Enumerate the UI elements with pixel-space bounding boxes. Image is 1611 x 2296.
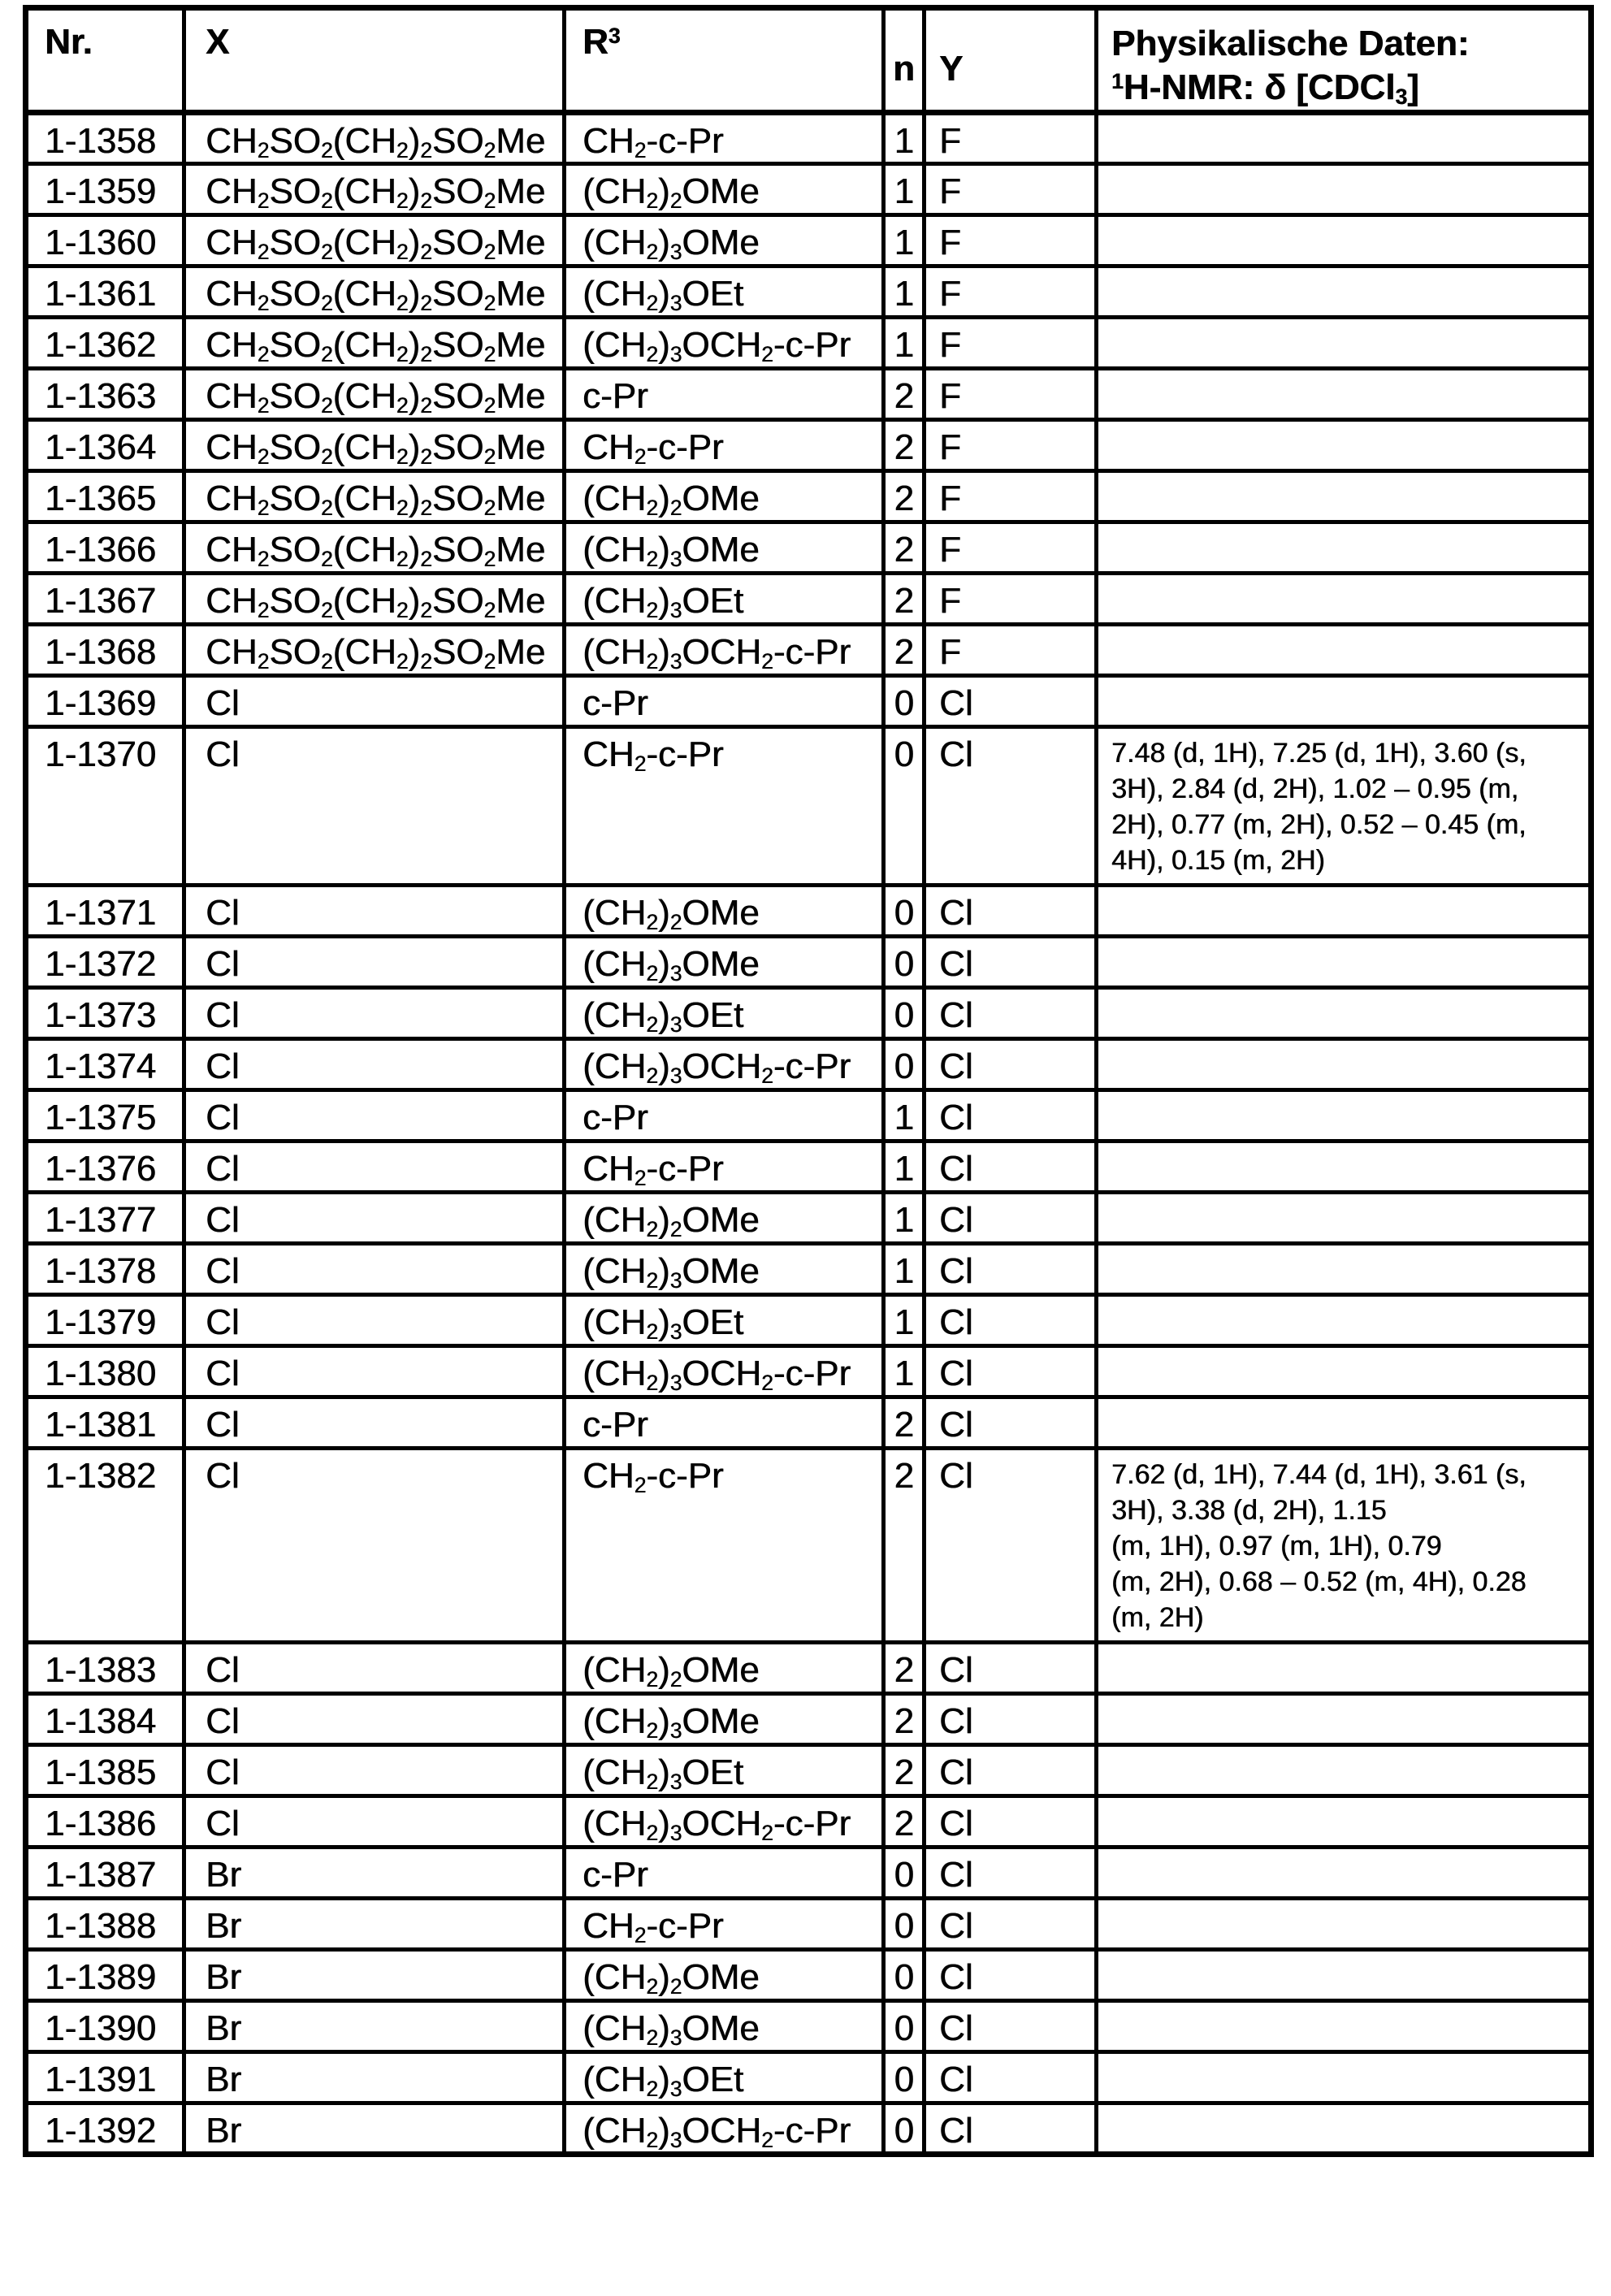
cell-phys xyxy=(1097,2103,1592,2155)
cell-phys xyxy=(1097,215,1592,266)
cell-phys xyxy=(1097,1643,1592,1694)
cell-phys xyxy=(1097,574,1592,625)
table-row xyxy=(26,318,1592,369)
cell-phys xyxy=(1097,113,1592,164)
table-row xyxy=(26,471,1592,522)
cell-phys xyxy=(1097,1745,1592,1796)
cell-phys xyxy=(1097,988,1592,1039)
cell-n: 0 xyxy=(884,2052,925,2103)
cell-x: $CH_2SO_2(CH_2)_2SO_2Me$ xyxy=(184,369,565,420)
cell-nr: 1-1379 xyxy=(26,1295,184,1346)
cell-r3: $(CH_2)_3OMe$ xyxy=(565,1244,884,1295)
table-row xyxy=(26,2001,1592,2052)
cell-phys xyxy=(1097,625,1592,676)
cell-phys xyxy=(1097,1039,1592,1090)
cell-y: Cl xyxy=(925,988,1097,1039)
cell-nr: 1-1392 xyxy=(26,2103,184,2155)
table-row xyxy=(26,988,1592,1039)
cell-y: Cl xyxy=(925,1346,1097,1397)
cell-y: F xyxy=(925,625,1097,676)
cell-phys xyxy=(1097,369,1592,420)
cell-y: Cl xyxy=(925,1899,1097,1950)
table-row xyxy=(26,522,1592,574)
cell-n: 1 xyxy=(884,1346,925,1397)
cell-phys xyxy=(1097,266,1592,318)
cell-phys xyxy=(1097,676,1592,727)
cell-n: 1 xyxy=(884,1244,925,1295)
col-header-y: Y xyxy=(925,8,1097,113)
cell-y: F xyxy=(925,522,1097,574)
cell-phys xyxy=(1097,2001,1592,2052)
cell-r3: $(CH_2)_3OEt$ xyxy=(565,1745,884,1796)
cell-nr: 1-1359 xyxy=(26,164,184,215)
cell-nr: 1-1360 xyxy=(26,215,184,266)
cell-x: $CH_2SO_2(CH_2)_2SO_2Me$ xyxy=(184,574,565,625)
table-row xyxy=(26,1346,1592,1397)
cell-y: Cl xyxy=(925,727,1097,886)
cell-y: Cl xyxy=(925,2052,1097,2103)
cell-nr: 1-1362 xyxy=(26,318,184,369)
cell-phys xyxy=(1097,1193,1592,1244)
cell-nr: 1-1364 xyxy=(26,420,184,471)
cell-x: $CH_2SO_2(CH_2)_2SO_2Me$ xyxy=(184,266,565,318)
cell-n: 0 xyxy=(884,1848,925,1899)
cell-nr: 1-1386 xyxy=(26,1796,184,1848)
cell-r3: c-Pr xyxy=(565,676,884,727)
cell-nr: 1-1391 xyxy=(26,2052,184,2103)
table-row xyxy=(26,727,1592,886)
cell-phys xyxy=(1097,522,1592,574)
cell-n: 1 xyxy=(884,1090,925,1142)
cell-r3: $(CH_2)_3OMe$ xyxy=(565,937,884,988)
cell-x: Br xyxy=(184,1950,565,2001)
cell-r3: c-Pr xyxy=(565,369,884,420)
cell-r3: c-Pr xyxy=(565,1090,884,1142)
cell-phys xyxy=(1097,1346,1592,1397)
cell-x: Br xyxy=(184,2052,565,2103)
table-row xyxy=(26,574,1592,625)
table-row xyxy=(26,1899,1592,1950)
cell-phys xyxy=(1097,1899,1592,1950)
cell-n: 2 xyxy=(884,1694,925,1745)
cell-y: F xyxy=(925,164,1097,215)
table-row xyxy=(26,1643,1592,1694)
cell-n: 1 xyxy=(884,113,925,164)
cell-x: Br xyxy=(184,2001,565,2052)
table-row xyxy=(26,1397,1592,1449)
cell-x: $CH_2SO_2(CH_2)_2SO_2Me$ xyxy=(184,318,565,369)
cell-x: $CH_2SO_2(CH_2)_2SO_2Me$ xyxy=(184,625,565,676)
cell-r3: $CH_2-c-Pr$ xyxy=(565,420,884,471)
cell-y: Cl xyxy=(925,1397,1097,1449)
table-row xyxy=(26,1090,1592,1142)
table-row xyxy=(26,1295,1592,1346)
cell-r3: $(CH_2)_3OEt$ xyxy=(565,988,884,1039)
phys-header-line1: Physikalische Daten: xyxy=(1111,24,1470,63)
cell-n: 0 xyxy=(884,2103,925,2155)
cell-y: F xyxy=(925,471,1097,522)
cell-n: 0 xyxy=(884,1899,925,1950)
cell-phys xyxy=(1097,1950,1592,2001)
cell-x: Cl xyxy=(184,1745,565,1796)
cell-n: 2 xyxy=(884,1643,925,1694)
cell-x: Cl xyxy=(184,988,565,1039)
cell-x: Cl xyxy=(184,1449,565,1643)
cell-r3: $(CH_2)_3OCH_2-c-Pr$ xyxy=(565,318,884,369)
table-row xyxy=(26,2103,1592,2155)
cell-r3: $(CH_2)_3OEt$ xyxy=(565,574,884,625)
cell-n: 1 xyxy=(884,215,925,266)
cell-r3: $(CH_2)_2OMe$ xyxy=(565,886,884,937)
table-body xyxy=(26,113,1592,2155)
cell-r3: $(CH_2)_3OCH_2-c-Pr$ xyxy=(565,2103,884,2155)
cell-phys xyxy=(1097,1244,1592,1295)
cell-r3: $(CH_2)_2OMe$ xyxy=(565,164,884,215)
table-row xyxy=(26,1244,1592,1295)
cell-n: 2 xyxy=(884,1397,925,1449)
cell-y: Cl xyxy=(925,1142,1097,1193)
table-row xyxy=(26,937,1592,988)
cell-n: 0 xyxy=(884,727,925,886)
cell-x: Cl xyxy=(184,1796,565,1848)
cell-x: Cl xyxy=(184,676,565,727)
cell-nr: 1-1374 xyxy=(26,1039,184,1090)
cell-phys xyxy=(1097,1796,1592,1848)
cell-n: 0 xyxy=(884,1039,925,1090)
cell-x: Cl xyxy=(184,1346,565,1397)
cell-x: Cl xyxy=(184,1244,565,1295)
cell-nr: 1-1381 xyxy=(26,1397,184,1449)
cell-x: $CH_2SO_2(CH_2)_2SO_2Me$ xyxy=(184,471,565,522)
table-row xyxy=(26,1848,1592,1899)
cell-phys xyxy=(1097,2052,1592,2103)
col-header-n: n xyxy=(884,8,925,113)
cell-r3: $(CH_2)_3OCH_2-c-Pr$ xyxy=(565,625,884,676)
cell-y: Cl xyxy=(925,1848,1097,1899)
cell-r3: c-Pr xyxy=(565,1848,884,1899)
cell-x: Cl xyxy=(184,1090,565,1142)
table-row xyxy=(26,1193,1592,1244)
cell-y: Cl xyxy=(925,1039,1097,1090)
cell-n: 0 xyxy=(884,886,925,937)
cell-phys xyxy=(1097,1090,1592,1142)
cell-r3: $(CH_2)_2OMe$ xyxy=(565,471,884,522)
cell-nr: 1-1371 xyxy=(26,886,184,937)
cell-n: 1 xyxy=(884,318,925,369)
table-row xyxy=(26,1796,1592,1848)
cell-r3: $(CH_2)_3OCH_2-c-Pr$ xyxy=(565,1796,884,1848)
cell-x: Br xyxy=(184,1899,565,1950)
cell-phys xyxy=(1097,1397,1592,1449)
cell-x: Cl xyxy=(184,1397,565,1449)
cell-r3: $CH_2-c-Pr$ xyxy=(565,1449,884,1643)
cell-n: 2 xyxy=(884,574,925,625)
cell-nr: 1-1373 xyxy=(26,988,184,1039)
table-row xyxy=(26,2052,1592,2103)
cell-nr: 1-1370 xyxy=(26,727,184,886)
table-row xyxy=(26,676,1592,727)
cell-y: F xyxy=(925,318,1097,369)
cell-x: Cl xyxy=(184,1193,565,1244)
cell-r3: $(CH_2)_3OCH_2-c-Pr$ xyxy=(565,1039,884,1090)
table-row xyxy=(26,215,1592,266)
cell-phys xyxy=(1097,420,1592,471)
cell-y: F xyxy=(925,266,1097,318)
cell-n: 2 xyxy=(884,1745,925,1796)
cell-phys xyxy=(1097,318,1592,369)
cell-n: 0 xyxy=(884,1950,925,2001)
compound-table xyxy=(23,5,1594,2157)
table-row xyxy=(26,886,1592,937)
cell-r3: $(CH_2)_3OMe$ xyxy=(565,1694,884,1745)
cell-r3: $(CH_2)_3OMe$ xyxy=(565,2001,884,2052)
cell-nr: 1-1363 xyxy=(26,369,184,420)
cell-y: Cl xyxy=(925,1193,1097,1244)
cell-n: 1 xyxy=(884,266,925,318)
cell-nr: 1-1382 xyxy=(26,1449,184,1643)
cell-nr: 1-1375 xyxy=(26,1090,184,1142)
cell-r3: c-Pr xyxy=(565,1397,884,1449)
cell-n: 2 xyxy=(884,1796,925,1848)
cell-x: Br xyxy=(184,2103,565,2155)
cell-nr: 1-1387 xyxy=(26,1848,184,1899)
cell-x: Cl xyxy=(184,1694,565,1745)
cell-x: Cl xyxy=(184,1142,565,1193)
cell-phys xyxy=(1097,1142,1592,1193)
cell-nr: 1-1390 xyxy=(26,2001,184,2052)
cell-n: 1 xyxy=(884,1295,925,1346)
cell-x: Cl xyxy=(184,886,565,937)
table-row xyxy=(26,266,1592,318)
cell-y: Cl xyxy=(925,2103,1097,2155)
cell-nr: 1-1368 xyxy=(26,625,184,676)
table-row xyxy=(26,1039,1592,1090)
table-row xyxy=(26,1950,1592,2001)
cell-y: F xyxy=(925,574,1097,625)
cell-n: 1 xyxy=(884,1142,925,1193)
cell-r3: $CH_2-c-Pr$ xyxy=(565,1142,884,1193)
cell-phys xyxy=(1097,886,1592,937)
cell-n: 0 xyxy=(884,676,925,727)
cell-n: 0 xyxy=(884,937,925,988)
cell-phys xyxy=(1097,471,1592,522)
cell-nr: 1-1378 xyxy=(26,1244,184,1295)
cell-x: Cl xyxy=(184,1039,565,1090)
cell-y: Cl xyxy=(925,1694,1097,1745)
cell-nr: 1-1372 xyxy=(26,937,184,988)
cell-y: Cl xyxy=(925,1950,1097,2001)
cell-y: F xyxy=(925,369,1097,420)
table-row xyxy=(26,420,1592,471)
cell-x: Cl xyxy=(184,937,565,988)
cell-nr: 1-1376 xyxy=(26,1142,184,1193)
cell-nr: 1-1366 xyxy=(26,522,184,574)
cell-n: 0 xyxy=(884,2001,925,2052)
cell-nr: 1-1369 xyxy=(26,676,184,727)
cell-r3: $(CH_2)_2OMe$ xyxy=(565,1193,884,1244)
cell-y: F xyxy=(925,215,1097,266)
cell-y: Cl xyxy=(925,1745,1097,1796)
cell-x: $CH_2SO_2(CH_2)_2SO_2Me$ xyxy=(184,164,565,215)
cell-y: F xyxy=(925,420,1097,471)
cell-r3: $(CH_2)_3OEt$ xyxy=(565,1295,884,1346)
col-header-nr: Nr. xyxy=(26,8,184,113)
cell-phys xyxy=(1097,937,1592,988)
cell-r3: $(CH_2)_2OMe$ xyxy=(565,1643,884,1694)
header-row xyxy=(26,8,1592,113)
cell-phys xyxy=(1097,1694,1592,1745)
cell-x: $CH_2SO_2(CH_2)_2SO_2Me$ xyxy=(184,522,565,574)
table-row xyxy=(26,1745,1592,1796)
cell-phys xyxy=(1097,1848,1592,1899)
cell-r3: $(CH_2)_3OCH_2-c-Pr$ xyxy=(565,1346,884,1397)
cell-y: Cl xyxy=(925,1643,1097,1694)
cell-y: Cl xyxy=(925,937,1097,988)
cell-r3: $CH_2-c-Pr$ xyxy=(565,113,884,164)
cell-y: Cl xyxy=(925,1090,1097,1142)
cell-x: $CH_2SO_2(CH_2)_2SO_2Me$ xyxy=(184,113,565,164)
cell-nr: 1-1385 xyxy=(26,1745,184,1796)
cell-y: Cl xyxy=(925,2001,1097,2052)
col-header-x: X xyxy=(184,8,565,113)
cell-n: 2 xyxy=(884,420,925,471)
cell-phys: 7.48 (d, 1H), 7.25 (d, 1H), 3.60 (s, 3H), 2.84 (d, 2H), 1.02 – 0.95 (m, 2H), 0.77 (m, 2H), 0.52 – 0.45 (m, 4H), 0.15 (m, 2H) xyxy=(1097,727,1592,886)
table-row xyxy=(26,369,1592,420)
cell-nr: 1-1365 xyxy=(26,471,184,522)
table-header xyxy=(26,8,1592,113)
cell-nr: 1-1384 xyxy=(26,1694,184,1745)
cell-n: 1 xyxy=(884,1193,925,1244)
cell-n: 2 xyxy=(884,625,925,676)
cell-nr: 1-1383 xyxy=(26,1643,184,1694)
cell-nr: 1-1367 xyxy=(26,574,184,625)
cell-x: Br xyxy=(184,1848,565,1899)
cell-phys xyxy=(1097,164,1592,215)
cell-r3: $(CH_2)_3OEt$ xyxy=(565,266,884,318)
cell-nr: 1-1389 xyxy=(26,1950,184,2001)
cell-y: Cl xyxy=(925,886,1097,937)
table-row xyxy=(26,1694,1592,1745)
table-row xyxy=(26,625,1592,676)
cell-y: Cl xyxy=(925,1295,1097,1346)
table-row xyxy=(26,164,1592,215)
cell-n: 2 xyxy=(884,369,925,420)
cell-n: 0 xyxy=(884,988,925,1039)
cell-x: $CH_2SO_2(CH_2)_2SO_2Me$ xyxy=(184,215,565,266)
cell-n: 1 xyxy=(884,164,925,215)
cell-n: 2 xyxy=(884,471,925,522)
cell-nr: 1-1358 xyxy=(26,113,184,164)
cell-x: $CH_2SO_2(CH_2)_2SO_2Me$ xyxy=(184,420,565,471)
cell-r3: $CH_2-c-Pr$ xyxy=(565,1899,884,1950)
cell-n: 2 xyxy=(884,1449,925,1643)
cell-phys: 7.62 (d, 1H), 7.44 (d, 1H), 3.61 (s, 3H), 3.38 (d, 2H), 1.15 (m, 1H), 0.97 (m, 1H), 0.79 (m, 2H), 0.68 – 0.52 (m, 4H), 0.28 (m, 2H) xyxy=(1097,1449,1592,1643)
cell-r3: $(CH_2)_3OMe$ xyxy=(565,215,884,266)
cell-nr: 1-1388 xyxy=(26,1899,184,1950)
cell-r3: $(CH_2)_3OEt$ xyxy=(565,2052,884,2103)
cell-r3: $(CH_2)_3OMe$ xyxy=(565,522,884,574)
cell-nr: 1-1377 xyxy=(26,1193,184,1244)
phys-header-line2: $^1$H-NMR: δ [CDCl$_3$] xyxy=(1111,67,1419,110)
cell-x: Cl xyxy=(184,1643,565,1694)
cell-y: Cl xyxy=(925,1244,1097,1295)
cell-nr: 1-1380 xyxy=(26,1346,184,1397)
cell-x: Cl xyxy=(184,727,565,886)
cell-x: Cl xyxy=(184,1295,565,1346)
cell-r3: $(CH_2)_2OMe$ xyxy=(565,1950,884,2001)
cell-y: Cl xyxy=(925,676,1097,727)
table-row xyxy=(26,113,1592,164)
cell-y: F xyxy=(925,113,1097,164)
cell-n: 2 xyxy=(884,522,925,574)
cell-phys xyxy=(1097,1295,1592,1346)
table-row xyxy=(26,1142,1592,1193)
cell-y: Cl xyxy=(925,1796,1097,1848)
col-header-phys xyxy=(1097,8,1592,113)
cell-nr: 1-1361 xyxy=(26,266,184,318)
cell-r3: $CH_2-c-Pr$ xyxy=(565,727,884,886)
table-row xyxy=(26,1449,1592,1643)
col-header-r3: $R^3$ xyxy=(565,8,884,113)
cell-y: Cl xyxy=(925,1449,1097,1643)
